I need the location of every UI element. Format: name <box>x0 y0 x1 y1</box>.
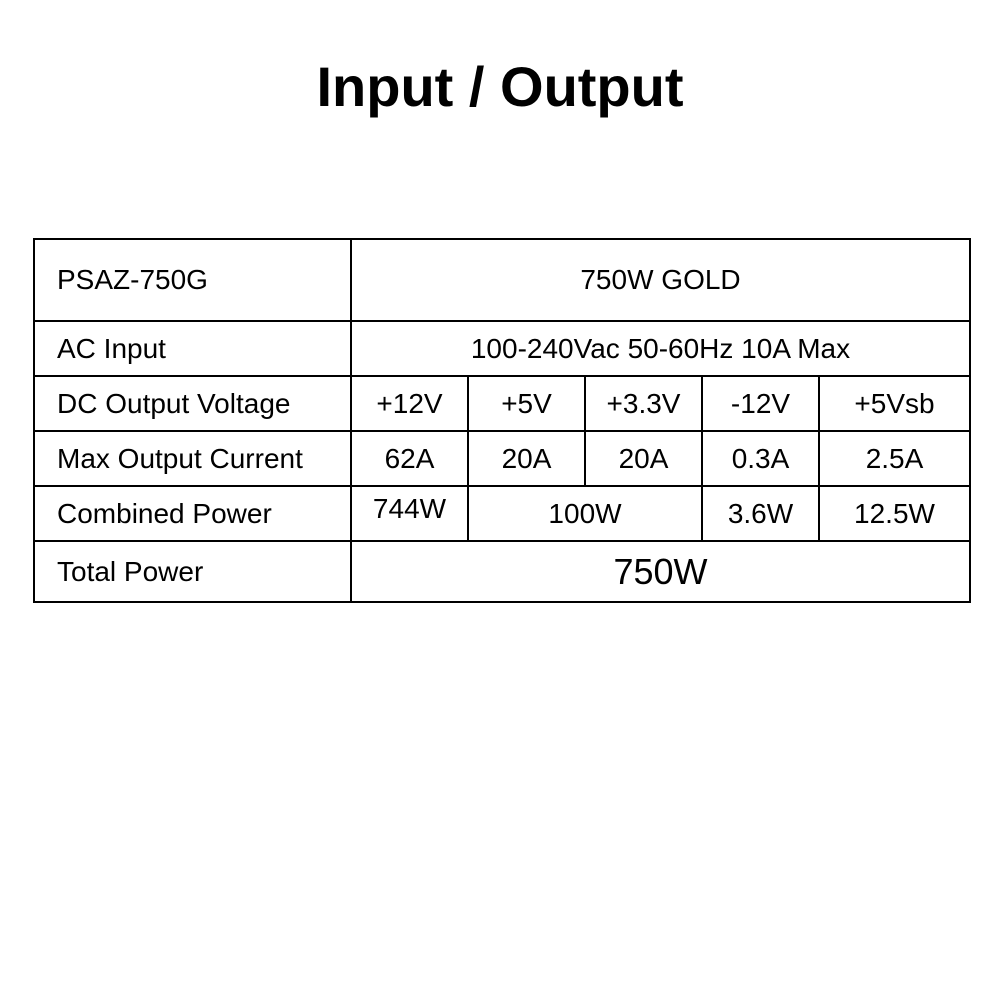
max-current-cell: 2.5A <box>819 431 970 486</box>
combined-power-cell: 12.5W <box>819 486 970 541</box>
combined-power-cell: 744W <box>351 486 468 541</box>
total-power-label: Total Power <box>34 541 351 602</box>
max-current-cell: 62A <box>351 431 468 486</box>
page-title: Input / Output <box>316 55 684 118</box>
max-current-cell: 20A <box>468 431 585 486</box>
dc-voltage-cell: +12V <box>351 376 468 431</box>
combined-power-cell: 100W <box>468 486 702 541</box>
max-current-cell: 0.3A <box>702 431 819 486</box>
combined-power-cell: 3.6W <box>702 486 819 541</box>
table-row <box>34 431 970 486</box>
table-row <box>34 486 970 541</box>
table-row <box>34 376 970 431</box>
table-row <box>34 321 970 376</box>
dc-voltage-cell: -12V <box>702 376 819 431</box>
max-current-cell: 20A <box>585 431 702 486</box>
dc-voltage-cell: +3.3V <box>585 376 702 431</box>
spec-table <box>33 238 971 603</box>
ac-input-value: 100-240Vac 50-60Hz 10A Max <box>351 321 970 376</box>
table-row <box>34 239 970 321</box>
dc-voltage-cell: +5V <box>468 376 585 431</box>
combined-power-label: Combined Power <box>34 486 351 541</box>
dc-voltage-label: DC Output Voltage <box>34 376 351 431</box>
table-row <box>34 541 970 602</box>
dc-voltage-cell: +5Vsb <box>819 376 970 431</box>
ac-input-label: AC Input <box>34 321 351 376</box>
total-power-value: 750W <box>351 541 970 602</box>
model-label: PSAZ-750G <box>34 239 351 321</box>
max-current-label: Max Output Current <box>34 431 351 486</box>
model-value: 750W GOLD <box>351 239 970 321</box>
